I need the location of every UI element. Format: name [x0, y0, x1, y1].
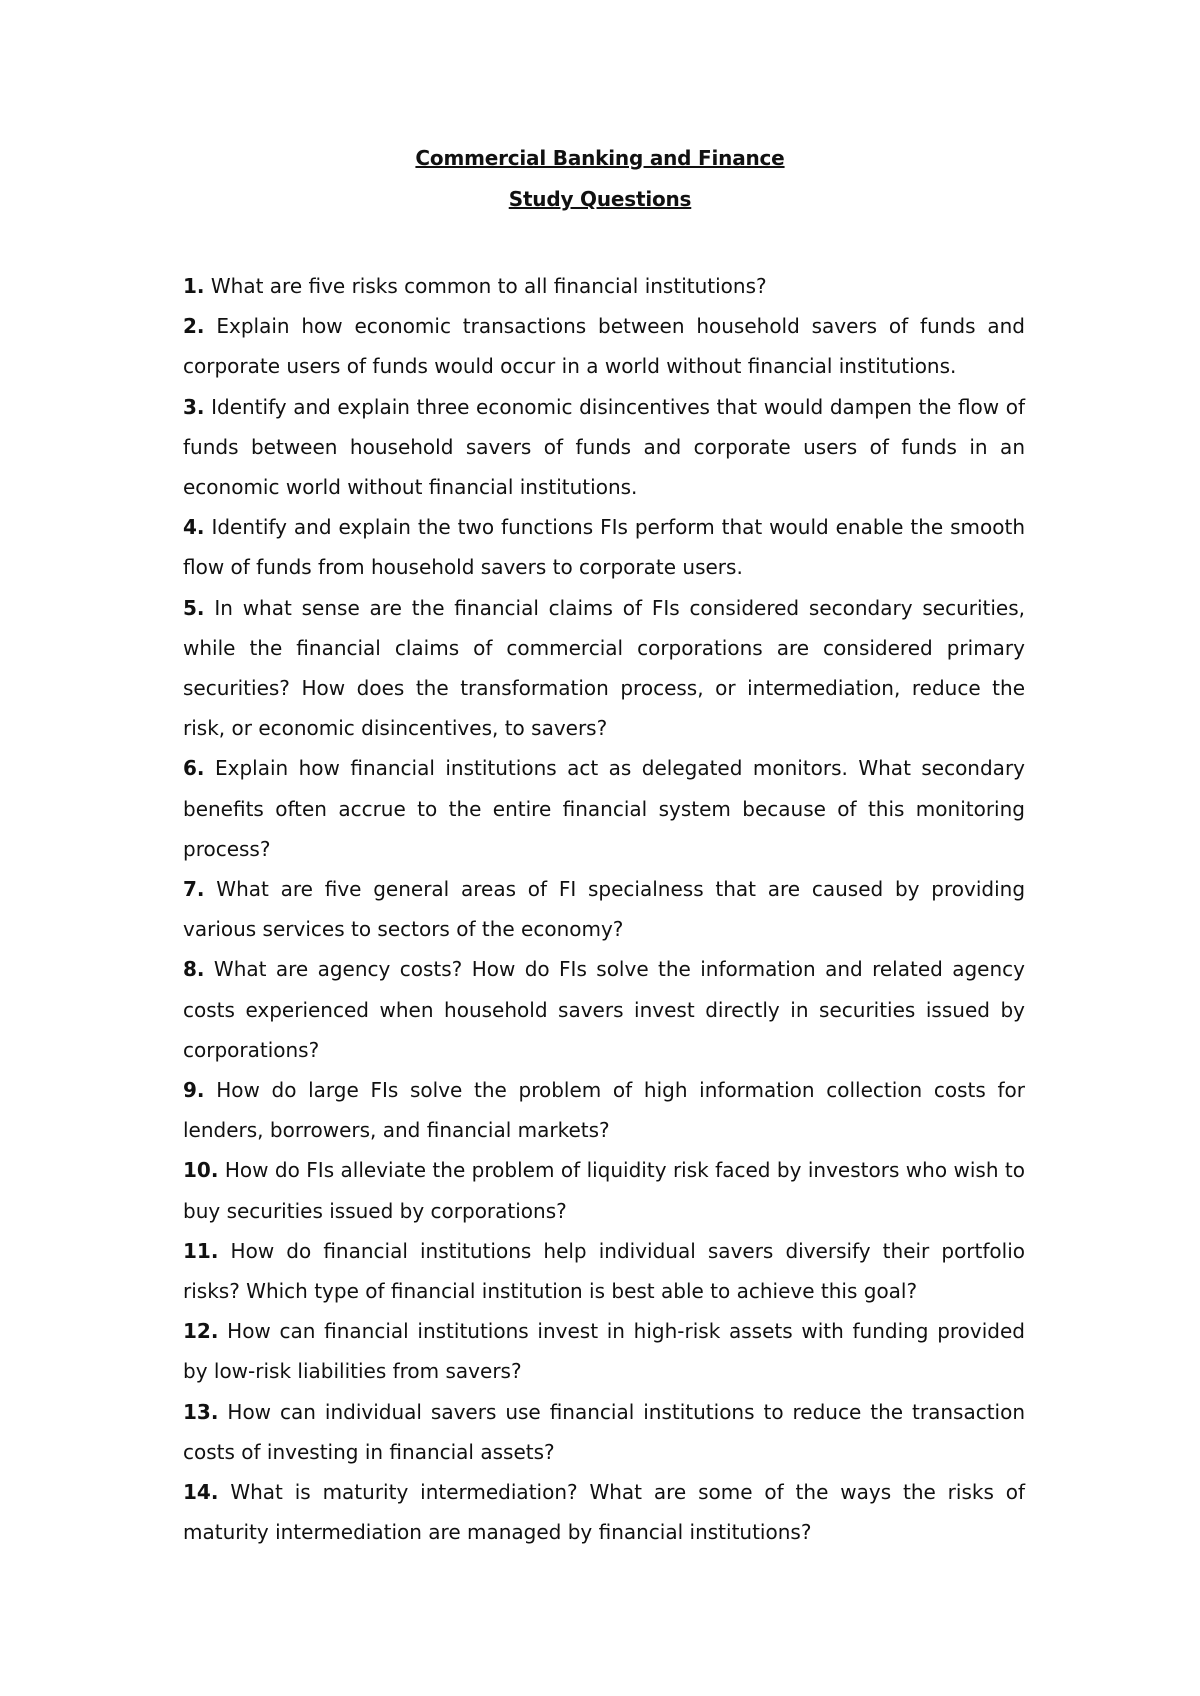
question-text: How do large FIs solve the problem of high information collection costs for lenders, borrowers, and financial markets?: [183, 1078, 1025, 1143]
question-item: [183, 1150, 1025, 1230]
question-text: What is maturity intermediation? What are some of the ways the risks of maturity intermediation are managed by financial institutions?: [183, 1480, 1026, 1545]
question-item: [183, 266, 1025, 306]
question-text: How can individual savers use financial institutions to reduce the transaction costs of investing in financial assets?: [183, 1399, 1026, 1464]
question-text: How do financial institutions help individual savers diversify their portfolio risks? Which type of financial institution is best able to achieve this goal?: [183, 1238, 1025, 1304]
question-text: In what sense are the financial claims of FIs considered secondary securities, while the financial claims of commercial corporations are considered primary securities? How does the transformation process, or intermediation, reduce the risk, or economic disincentives, to savers?: [183, 595, 1026, 741]
question-text: How can financial institutions invest in high-risk assets with funding provided by low-risk liabilities from savers?: [183, 1319, 1026, 1384]
question-number: 8.: [183, 957, 205, 982]
question-text: What are five general areas of FI specialness that are caused by providing various services to sectors of the economy?: [183, 877, 1026, 942]
question-number: 6.: [183, 756, 205, 781]
document-subtitle: Study Questions: [508, 187, 692, 211]
question-number: 3.: [183, 394, 205, 419]
question-item: [183, 869, 1025, 949]
question-text: What are five risks common to all financial institutions?: [210, 274, 767, 298]
question-item: [183, 588, 1025, 749]
question-text: Identify and explain three economic disincentives that would dampen the flow of funds between household savers of funds and corporate users of funds in an economic world without financial institutions.: [183, 394, 1026, 500]
question-number: 1.: [183, 274, 205, 298]
question-number: 4.: [183, 515, 205, 540]
question-text: Explain how economic transactions between household savers of funds and corporate users of funds would occur in a world without financial institutions.: [183, 314, 1025, 379]
question-item: [183, 306, 1025, 386]
question-item: [183, 1070, 1025, 1150]
question-item: [183, 1311, 1025, 1391]
document-title: Commercial Banking and Finance: [415, 146, 785, 170]
question-text: What are agency costs? How do FIs solve the information and related agency costs experienced when household savers invest directly in securities issued by corporations?: [183, 957, 1025, 1062]
question-number: 9.: [183, 1078, 205, 1103]
question-item: [183, 387, 1025, 508]
question-number: 12.: [183, 1319, 219, 1344]
question-item: [183, 748, 1025, 869]
question-item: [183, 1472, 1025, 1552]
question-number: 5.: [183, 595, 205, 620]
question-number: 10.: [183, 1158, 219, 1183]
question-list: [183, 266, 1025, 1553]
question-number: 2.: [183, 314, 205, 339]
question-item: [183, 1392, 1025, 1472]
question-number: 13.: [183, 1399, 219, 1424]
question-text: Explain how financial institutions act as delegated monitors. What secondary benefits often accrue to the entire financial system because of this monitoring process?: [183, 756, 1025, 861]
question-number: 7.: [183, 877, 205, 902]
question-number: 14.: [183, 1480, 219, 1505]
question-item: [183, 1231, 1025, 1311]
question-item: [183, 507, 1025, 587]
question-number: 11.: [183, 1238, 219, 1263]
question-text: Identify and explain the two functions FIs perform that would enable the smooth flow of funds from household savers to corporate users.: [183, 515, 1026, 580]
question-text: How do FIs alleviate the problem of liquidity risk faced by investors who wish to buy securities issued by corporations?: [183, 1158, 1025, 1223]
question-item: [183, 949, 1025, 1070]
